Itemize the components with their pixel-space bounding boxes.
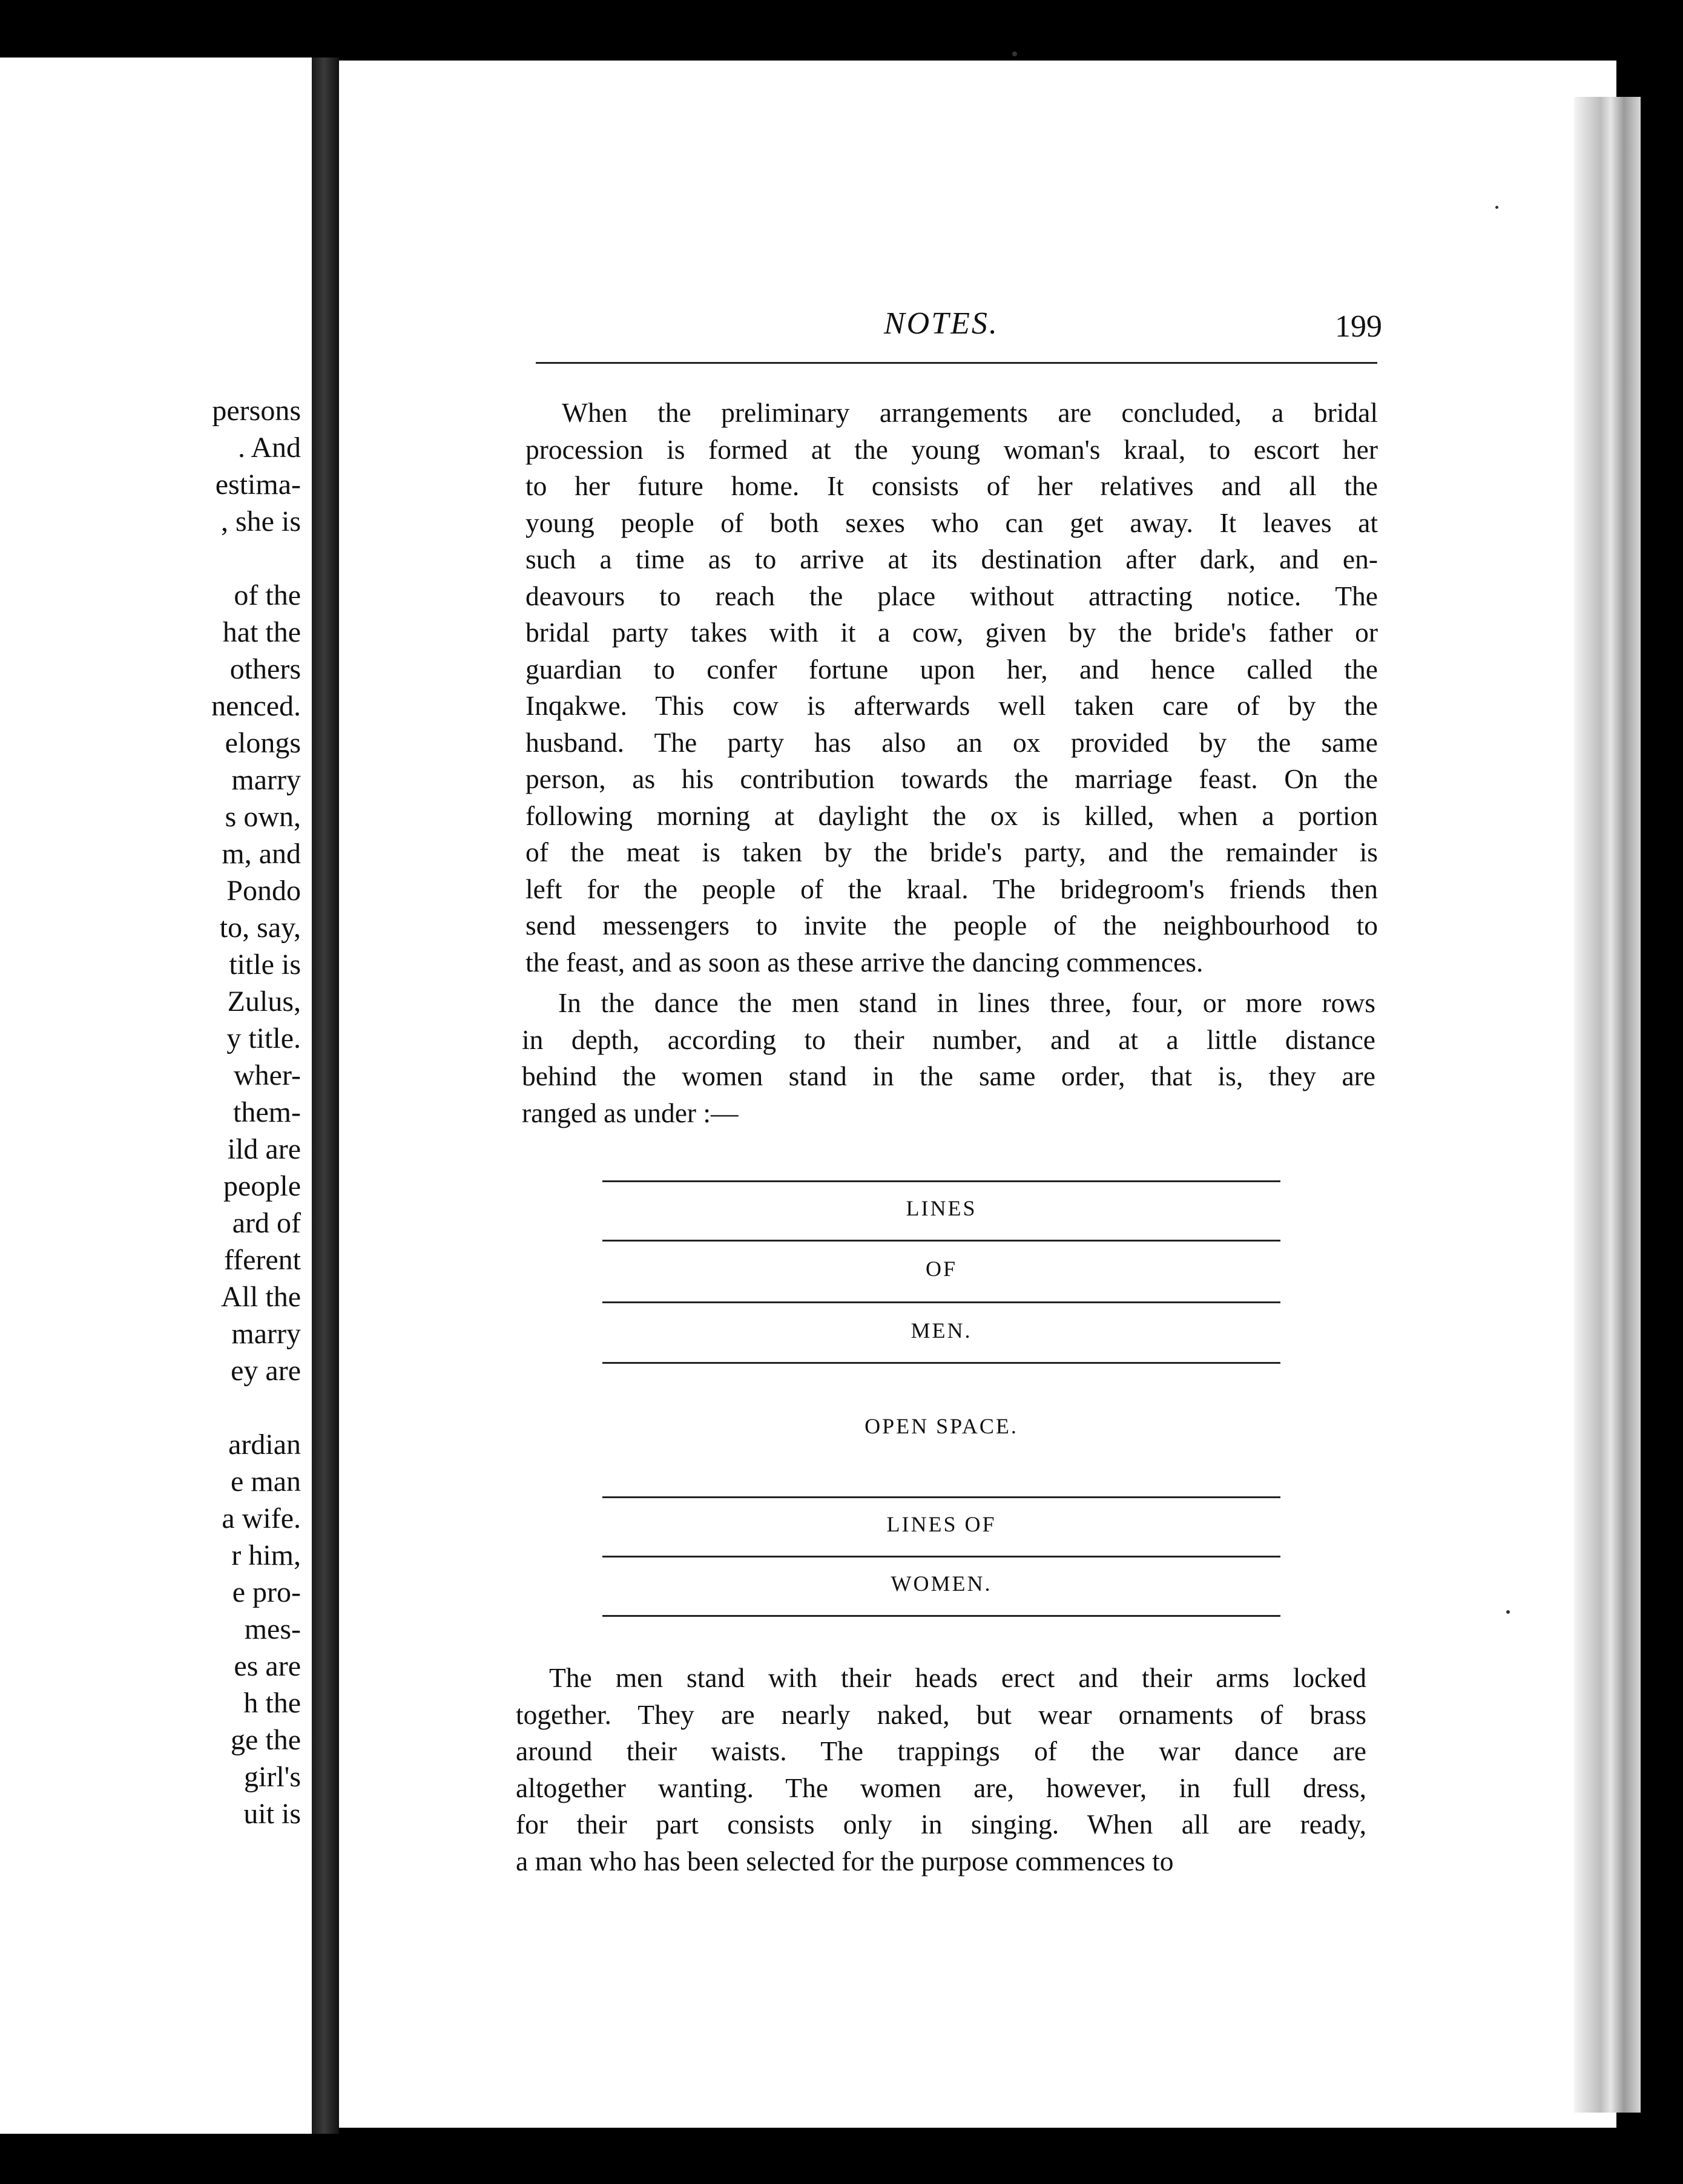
- text-line: Inqakwe. This cow is afterwards well taken care of by the: [525, 690, 1378, 721]
- text-line: behind the women stand in the same order, that is, they are: [522, 1061, 1375, 1091]
- scan-speck: [1506, 1610, 1510, 1614]
- left-page-line: ild are: [227, 1133, 301, 1165]
- text-line: in depth, according to their number, and at a little distance: [522, 1024, 1375, 1055]
- left-page-line: to, say,: [219, 912, 301, 944]
- running-head: NOTES.: [884, 306, 999, 341]
- left-page-line: s own,: [225, 801, 301, 833]
- left-page-line: estima-: [215, 469, 301, 501]
- left-page-line: e man: [231, 1465, 301, 1498]
- scan-speck: [1012, 51, 1017, 56]
- diagram-rule: [602, 1615, 1280, 1617]
- left-page-line: girl's: [244, 1761, 301, 1793]
- left-page-line: marry: [231, 764, 301, 796]
- text-line: of the meat is taken by the bride's party, and the remainder is: [525, 837, 1378, 867]
- diagram-label-open-space: OPEN SPACE.: [865, 1414, 1018, 1438]
- diagram-label-of: OF: [925, 1257, 958, 1281]
- left-page-line: nenced.: [211, 690, 301, 722]
- text-line: around their waists. The trappings of the war dance are: [516, 1735, 1366, 1766]
- left-page-line: persons: [212, 395, 301, 427]
- diagram-rule: [602, 1301, 1280, 1303]
- text-line: following morning at daylight the ox is killed, when a portion: [525, 800, 1378, 831]
- left-page-line: people: [223, 1170, 301, 1202]
- diagram-label-lines: LINES: [906, 1196, 977, 1220]
- text-line: procession is formed at the young woman's kraal, to escort her: [525, 433, 1378, 465]
- text-line: a man who has been selected for the purpose commences to: [516, 1845, 1174, 1876]
- left-page-line: of the: [234, 579, 301, 611]
- left-page-line: ardian: [228, 1429, 301, 1461]
- left-page-line: m, and: [222, 838, 301, 870]
- left-page-line: uit is: [243, 1798, 301, 1830]
- left-facing-page: [0, 58, 312, 2134]
- text-line: bridal party takes with it a cow, given by the bride's father or: [525, 617, 1378, 648]
- left-page-line: hat the: [222, 616, 301, 648]
- left-page-line: fferent: [223, 1244, 301, 1276]
- header-rule: [536, 362, 1377, 364]
- diagram-label-women: WOMEN.: [891, 1571, 992, 1596]
- left-page-line: ey are: [231, 1355, 301, 1387]
- left-page-line: wher-: [234, 1059, 301, 1091]
- diagram-rule: [602, 1180, 1280, 1182]
- diagram-rule: [602, 1240, 1280, 1242]
- left-page-line: title is: [229, 949, 301, 981]
- left-page-line: All the: [221, 1281, 301, 1313]
- diagram-rule: [602, 1556, 1280, 1557]
- text-line: left for the people of the kraal. The bridegroom's friends then: [525, 873, 1378, 904]
- text-line: The men stand with their heads erect and their arms locked: [549, 1662, 1366, 1693]
- left-page-line: Pondo: [226, 875, 301, 907]
- diagram-rule: [602, 1362, 1280, 1364]
- text-line: such a time as to arrive at its destination after dark, and en-: [525, 544, 1378, 574]
- text-line: husband. The party has also an ox provided by the same: [525, 726, 1378, 758]
- paragraph-dance-lines: [522, 985, 1375, 1131]
- left-page-line: a wife.: [222, 1502, 301, 1534]
- left-page-line: e pro-: [232, 1576, 301, 1608]
- diagram-rule: [602, 1496, 1280, 1498]
- text-line: ranged as under :—: [522, 1097, 739, 1128]
- left-page-line: mes-: [244, 1613, 301, 1645]
- page-number: 199: [1335, 309, 1382, 344]
- left-page-line: , she is: [221, 505, 301, 538]
- text-line: for their part consists only in singing. When all are ready,: [516, 1809, 1366, 1840]
- text-line: the feast, and as soon as these arrive the dancing commences.: [525, 946, 1204, 978]
- diagram-label-lines-of: LINES OF: [886, 1512, 996, 1536]
- left-page-line: others: [229, 653, 301, 685]
- text-line: In the dance the men stand in lines three, four, or more rows: [558, 987, 1375, 1018]
- text-line: deavours to reach the place without attracting notice. The: [525, 580, 1378, 611]
- paragraph-men-stand: [516, 1660, 1366, 1880]
- text-line: person, as his contribution towards the marriage feast. On the: [525, 763, 1378, 794]
- text-line: altogether wanting. The women are, however, in full dress,: [516, 1772, 1366, 1803]
- left-page-line: elongs: [225, 727, 301, 759]
- left-page-line: es are: [234, 1650, 301, 1682]
- text-line: guardian to confer fortune upon her, and hence called the: [525, 653, 1378, 685]
- binding-gutter: [312, 58, 339, 2134]
- paragraph-bridal-procession: [525, 395, 1378, 981]
- text-line: to her future home. It consists of her relatives and all the: [525, 470, 1378, 501]
- left-page-line: . And: [237, 432, 301, 464]
- text-line: young people of both sexes who can get away. It leaves at: [525, 507, 1378, 538]
- left-page-line: r him,: [231, 1539, 301, 1571]
- text-line: When the preliminary arrangements are concluded, a bridal: [562, 397, 1378, 428]
- left-page-line: Zulus,: [227, 985, 301, 1018]
- text-line: together. They are nearly naked, but wear ornaments of brass: [516, 1699, 1366, 1730]
- left-page-line: them-: [233, 1096, 301, 1128]
- text-line: send messengers to invite the people of the neighbourhood to: [525, 910, 1378, 941]
- scan-speck: [1495, 206, 1498, 209]
- left-page-line: y title.: [226, 1022, 301, 1054]
- left-page-line: h the: [243, 1687, 301, 1719]
- page-stack-edge: [1574, 97, 1641, 2113]
- left-page-line: marry: [231, 1318, 301, 1350]
- diagram-label-men: MEN.: [911, 1318, 972, 1343]
- left-page-line: ge the: [231, 1724, 301, 1756]
- left-page-line: ard of: [232, 1207, 301, 1239]
